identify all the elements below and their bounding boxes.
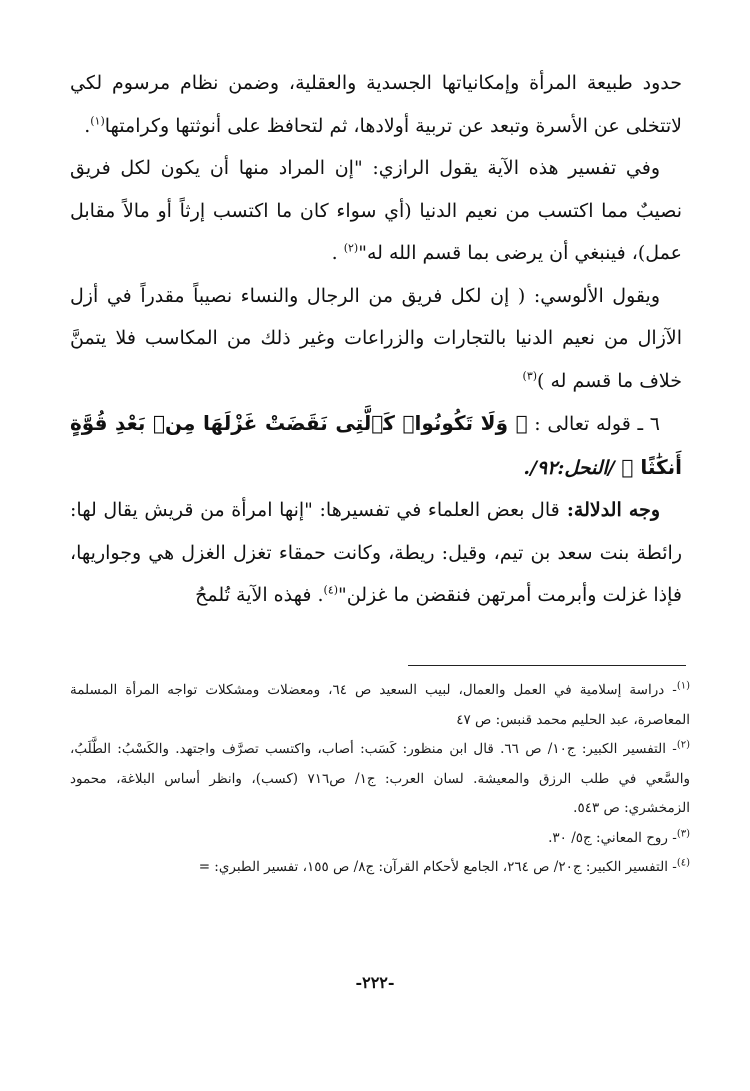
- footnote-ref-1: (١): [90, 114, 105, 128]
- paragraph-4: [70, 402, 682, 489]
- footnote-4-number: (٤): [676, 857, 690, 869]
- body-text: [70, 62, 682, 617]
- paragraph-3-text: ويقول الألوسي: ( إن لكل فريق من الرجال والنساء نصيباً مقدراً في أزل الآزال من نعيم الدنيا بالتجارات والزراعات وغير ذلك من المكاسب فلا يتمنَّ خلاف ما قسم له ): [70, 284, 682, 392]
- verse-reference: /النحل:٩٢/.: [523, 456, 622, 479]
- footnote-separator: [408, 665, 686, 666]
- footnote-1-text: - دراسة إسلامية في العمل والعمال، لبيب السعيد ص ٦٤، ومعضلات ومشكلات تواجه المرأة المسلمة المعاصرة، عبد الحليم محمد قنبس: ص ٤٧: [70, 682, 690, 728]
- footnote-1-number: (١): [676, 680, 690, 692]
- paragraph-1-end: .: [84, 114, 91, 137]
- footnote-4: [70, 853, 690, 883]
- paragraph-2-end: .: [331, 242, 344, 264]
- paragraph-1-text: حدود طبيعة المرأة وإمكانياتها الجسدية والعقلية، وضمن نظام مرسوم لكي لاتتخلى عن الأسرة وتبعد عن تربية أولادها، ثم لتحافظ على أنوثتها وكرامتها: [70, 72, 682, 137]
- paragraph-5-lead: وجه الدلالة:: [559, 499, 661, 521]
- footnote-ref-3: (٣): [522, 369, 538, 383]
- paragraph-1: [70, 62, 682, 147]
- paragraph-4-lead: ٦ ـ قوله تعالى :: [527, 413, 660, 435]
- footnote-4-text: - التفسير الكبير: ج٢٠/ ص ٢٦٤، الجامع لأحكام القرآن: ج٨/ ص ١٥٥، تفسير الطبري: =: [198, 859, 677, 875]
- paragraph-5-text: قال بعض العلماء في تفسيرها: "إنها امرأة من قريش يقال لها: رائطة بنت سعد بن تيم، وقيل: ريطة، وكانت حمقاء تغزل الغزل هي وجواريها، فإذا غزلت وأبرمت أمرتهن فنقضن ما غزلن": [70, 499, 682, 606]
- footnote-3: [70, 824, 690, 854]
- paragraph-5: [70, 489, 682, 617]
- footnote-ref-2: (٢): [343, 241, 359, 255]
- paragraph-5-end: . فهذه الآية تُلمحُ: [195, 584, 324, 606]
- paragraph-2: [70, 147, 682, 275]
- paragraph-2-text: وفي تفسير هذه الآية يقول الرازي: "إن المراد منها أن يكون لكل فريق نصيبٌ مما اكتسب من نعيم الدنيا (أي سواء كان ما اكتسب إرثاً أو مالاً مقابل عمل)، فينبغي أن يرضى بما قسم الله له": [70, 157, 682, 264]
- quran-verse: ﴿ وَلَا تَكُونُوا۟ كَٱلَّتِى نَقَضَتْ غَزْلَهَا مِنۢ بَعْدِ قُوَّةٍ أَنكَٰثًا ﴾: [70, 411, 682, 479]
- page-number: -٢٢٢-: [355, 973, 395, 992]
- paragraph-3: [70, 275, 682, 403]
- footnote-2-text: - التفسير الكبير: ج١٠/ ص ٦٦. قال ابن منظور: كَسَب: أصاب، واكتسب تصرَّف واجتهد. والكَسْبُ: الطَّلَبُ، والسَّعي في طلب الرزق والمعيشة. لسان العرب: ج١/ ص٧١٦ (كسب)، وانظر أساس البلاغة، محمود الزمخشري: ص ٥٤٣.: [70, 741, 690, 816]
- footnote-3-text: - روح المعاني: ج٥/ ٣٠.: [548, 829, 677, 846]
- footnote-1: [70, 676, 690, 735]
- footnote-ref-4: (٤): [323, 583, 339, 597]
- footnote-2: [70, 735, 690, 824]
- footnote-2-number: (٢): [676, 739, 690, 751]
- footnotes: [70, 676, 690, 883]
- footnote-3-number: (٣): [676, 828, 690, 839]
